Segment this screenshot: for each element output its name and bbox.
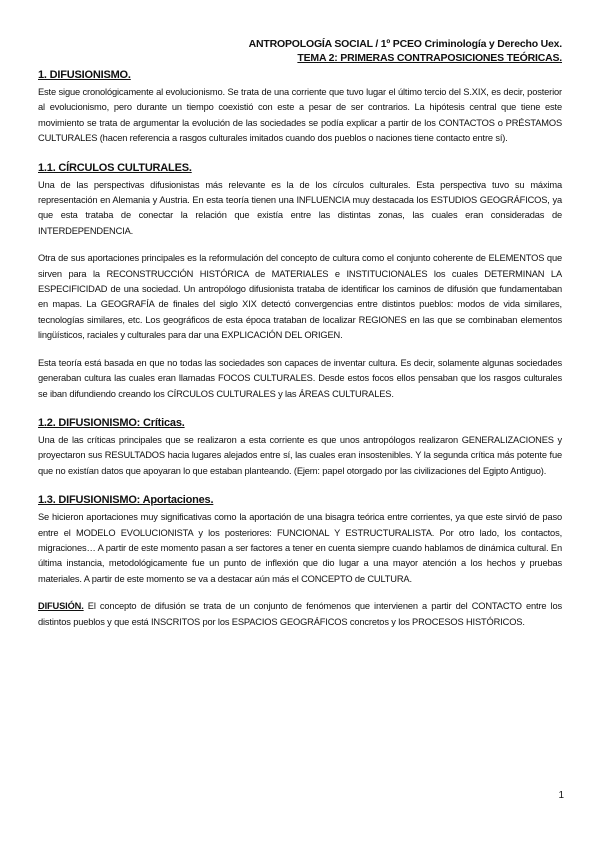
paragraph: Una de las críticas principales que se realizaron a esta corriente es que unos antropólogos realizaron GENERALIZACIONES y proyectaron sus RESULTADOS hacia lugares alejados entre sí, las cuales eran insostenibles. Y la segunda crítica más potente fue que no existían datos que apoyaran lo que estaban planteando. (Ejem: papel otorgado por las civilizaciones del Egipto Antiguo). — [38, 434, 562, 476]
paragraph: Otra de sus aportaciones principales es la reformulación del concepto de cultura como el conjunto coherente de ELEMENTOS que sirven para la RECONSTRUCCIÓN HISTÓRICA de MATERIALES e INSTITUCIONALES los cuales DETERMINAN LA ESPECIFICIDAD de una sociedad. Un antropólogo difusionista trataba de identificar los caminos de difusión que fundamentaban en mapas. La GEOGRAFÍA de finales del siglo XIX detectó convergencias entre distintos pueblos: modos de vida similares, tecnologías similares, etc. Los geográficos de esta época trataban de localizar REGIONES en las que se combinaban elementos lingüísticos, raciales y culturales para dar una EXPLICACIÓN DEL ORIGEN. — [38, 253, 562, 341]
course-title: ANTROPOLOGÍA SOCIAL / 1º PCEO Criminología y Derecho Uex. — [248, 38, 562, 50]
section-heading: 1. DIFUSIONISMO. — [38, 69, 131, 81]
definition-term: DIFUSIÓN. — [38, 601, 84, 612]
section-difusionismo — [38, 68, 562, 147]
section-heading: 1.1. CÍRCULOS CULTURALES. — [38, 161, 192, 174]
topic-title: TEMA 2: PRIMERAS CONTRAPOSICIONES TEÓRICAS. — [297, 52, 562, 64]
section-criticas — [38, 416, 562, 479]
section-heading: 1.2. DIFUSIONISMO: Críticas. — [38, 416, 185, 429]
paragraph: Esta teoría está basada en que no todas las sociedades son capaces de inventar cultura. Es decir, solamente algunas sociedades generaban cultura las cuales eran llamadas FOCOS CULTURALES. Desde estos focos ellos pensaban que los rasgos culturales se iban difundiendo creando los CÍRCULOS CULTURALES y las ÁREAS CULTURALES. — [38, 357, 562, 399]
page-number: 1 — [558, 790, 564, 801]
paragraph: Se hicieron aportaciones muy significativas como la aportación de una bisagra teórica entre corrientes, ya que este sirvió de paso entre el MODELO EVOLUCIONISTA y los posteriores: FUNCIONAL Y ESTRUCTURALISTA. Por otro lado, los contactos, migraciones… A partir de este momento pasan a ser factores a tener en cuenta siempre cuando hablamos de dinámica cultural. En última instancia, metodológicamente fue un punto de inflexión que dio lugar a una mayor atención a los hechos y pruebas materiales. A partir de este momento se va a destacar aún más el CONCEPTO de CULTURA. — [38, 512, 562, 584]
definition-text: El concepto de difusión se trata de un conjunto de fenómenos que intervienen a partir del CONTACTO entre los distintos pueblos y que está INSCRITOS por los ESPACIOS GEOGRÁFICOS concretos y los PROCESOS HISTÓRICOS. — [38, 601, 562, 627]
section-heading: 1.3. DIFUSIONISMO: Aportaciones. — [38, 494, 214, 507]
section-circulos-culturales — [38, 161, 562, 402]
document-body — [38, 68, 562, 630]
definition-paragraph — [38, 599, 562, 630]
paragraph: Este sigue cronológicamente al evolucionismo. Se trata de una corriente que tuvo lugar el último tercio del S.XIX, es decir, posterior al evolucionismo, pero durante un tiempo coexistió con este a pesar de ser contrarios. La hipótesis central que tiene este movimiento se trata de argumentar la evolución de las sociedades se podía explicar a partir de los CONTACTOS o PRÉSTAMOS CULTURALES (hacen referencia a rasgos culturales imitados cuando dos pueblos o naciones tiene contacto entre sí). — [38, 87, 562, 144]
document-header — [249, 37, 562, 65]
section-aportaciones — [38, 493, 562, 630]
paragraph: Una de las perspectivas difusionistas más relevante es la de los círculos culturales. Esta perspectiva tuvo su máxima representación en Alemania y Austria. En esta teoría tienen una INFLUENCIA muy destacada los ESTUDIOS GEOGRÁFICOS, ya que esta trataba de conectar la relación que existía entre las distintas zonas, las cuales eran consideradas de INTERDEPENDENCIA. — [38, 179, 562, 236]
